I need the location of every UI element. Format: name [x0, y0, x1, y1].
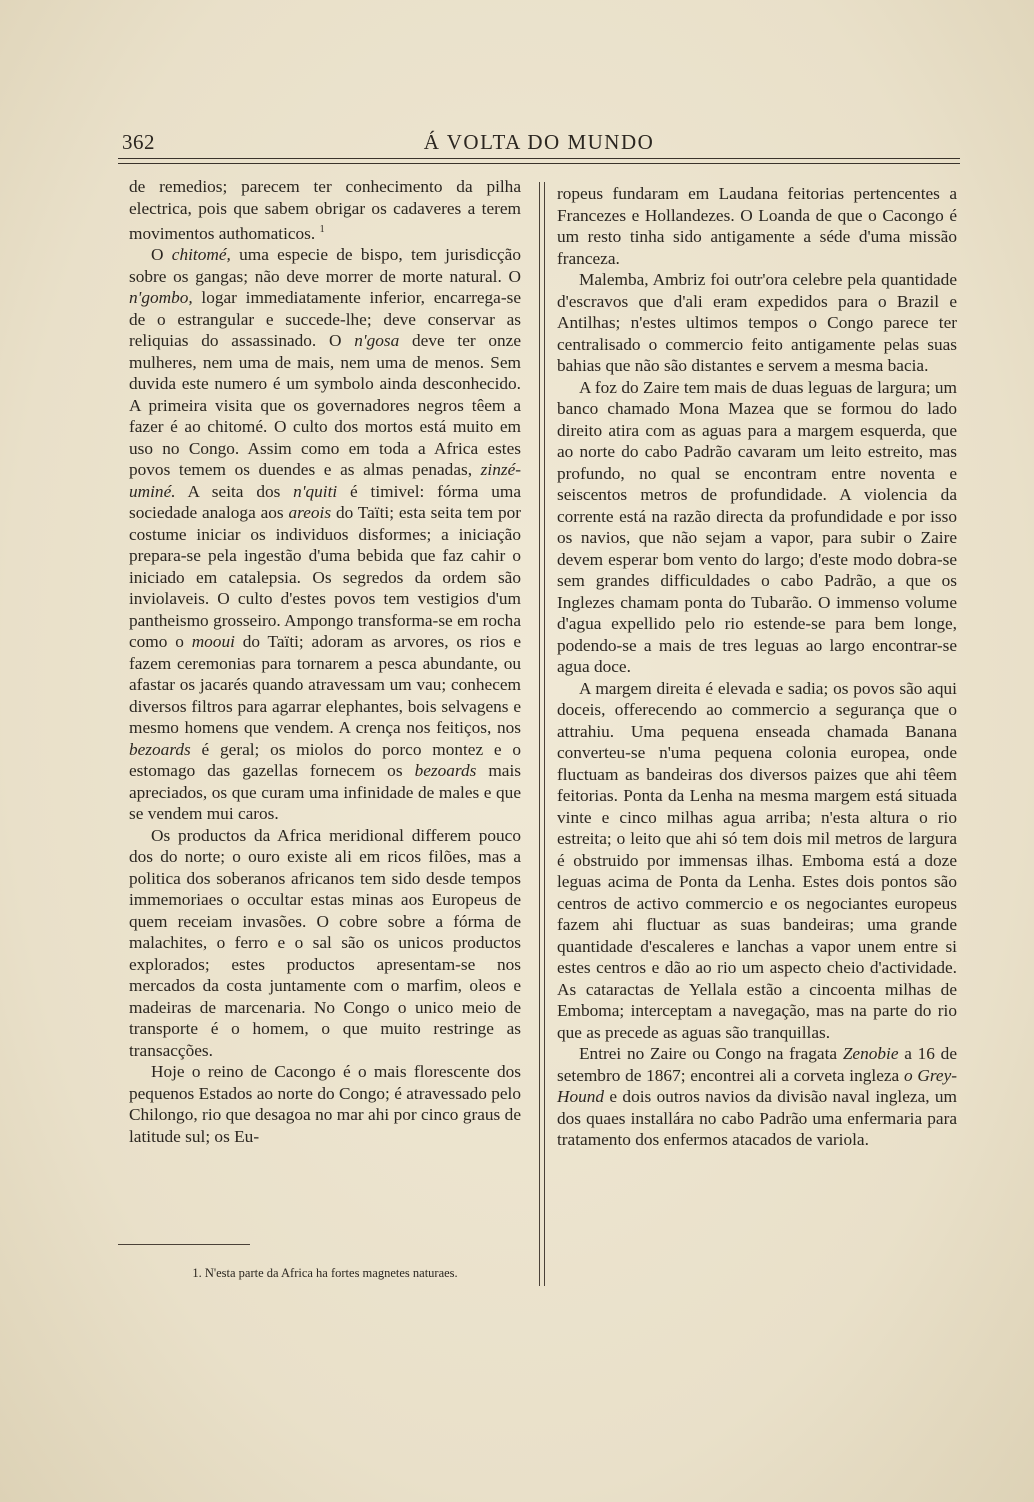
- right-column: [557, 183, 957, 1151]
- footnote-number: 1.: [192, 1266, 202, 1280]
- running-title: Á VOLTA DO MUNDO: [423, 130, 655, 154]
- footnote: [120, 1265, 530, 1281]
- paragraph: A foz do Zaire tem mais de duas leguas de largura; um banco chamado Mona Mazea que se formou do lado direito atira com as aguas para a margem esquerda, que ao norte do cabo Padrão cavaram um leito estreito, mas profundo, no qual se encontram entre noventa e seiscentos metros de profundidade. A violencia da corrente está na razão directa da profundidade e por isso os navios, que não sejam a vapor, para subir o Zaire devem esperar bom vento do largo; d'este modo dobra-se sem grandes difficuldades o cabo Padrão, a que os Inglezes chamam ponta do Tubarão. O immenso volume d'agua expellido pelo rio estende-se para bem longe, podendo-se a mais de tres leguas ao largo encontrar-se agua doce.: [557, 377, 957, 676]
- page-number: 362: [122, 130, 155, 154]
- paragraph: Os productos da Africa meridional differem pouco dos do norte; o ouro existe ali em ricos filões, mas a politica dos soberanos africanos tem sido desde tempos immemoriaes o occultar estas minas aos Europeus de quem receiam invasões. O cobre sobre a fórma de malachites, o ferro e o sal são os unicos productos explorados; estes productos apresentam-se nos mercados da costa juntamente com o marfim, oleos e madeiras de marcenaria. No Congo o unico meio de transporte é o homem, o que muito restringe as transacções.: [129, 825, 521, 1060]
- page-header: [118, 128, 960, 158]
- header-rule-secondary: [118, 163, 960, 164]
- paragraph: Malemba, Ambriz foi outr'ora celebre pela quantidade d'escravos que d'ali eram expedidos para o Brazil e Antilhas; n'estes ultimos tempos o Congo parece ter centralisado o commercio feito antigamente pelas suas bahias que não são distantes e servem a mesma bacia.: [557, 270, 957, 375]
- left-column: [129, 176, 521, 1147]
- paragraph: Hoje o reino de Cacongo é o mais florescente dos pequenos Estados ao norte do Congo; é atravessado pelo Chilongo, rio que desagoa no mar ahi por cinco graus de latitude sul; os Eu-: [129, 1062, 521, 1146]
- paragraph: O chitomé, uma especie de bispo, tem jurisdicção sobre os gangas; não deve morrer de morte natural. O n'gombo, logar immediatamente inferior, encarrega-se de o estrangular e succede-lhe; deve conservar as reliquias do assassinado. O n'gosa deve ter onze mulheres, nem uma de mais, nem uma de menos. Sem duvida este numero é um symbolo ainda desconhecido. A primeira visita que os governadores negros têem a fazer é ao chitomé. O culto dos mortos está muito em uso no Congo. Assim como em toda a Africa estes povos temem os duendes e as almas penadas, zinzé-uminé. A seita dos n'quiti é timivel: fórma uma sociedade analoga aos areois do Taïti; esta seita tem por costume iniciar os individuos disformes; a iniciação prepara-se pela ingestão d'uma bebida que faz cahir o iniciado em catalepsia. Os segredos da ordem são inviolaveis. O culto d'estes povos tem vestigios d'um pantheismo grosseiro. Ampongo transforma-se em rocha como o mooui do Taïti; adoram as arvores, os rios e fazem ceremonias para tornarem a pesca abundante, ou afastar os jacarés quando atravessam um vau; conhecem diversos filtros para agarrar elephantes, bois selvagens e mesmo homens que vendem. A crença nos feitiços, nos bezoards é geral; os miolos do porco montez e o estomago das gazellas fornecem os bezoards mais apreciados, os que curam uma infinidade de males e que se vendem mui caros.: [129, 245, 521, 824]
- column-divider: [539, 182, 545, 1286]
- footnote-marker: 1: [319, 224, 325, 235]
- footnote-text: N'esta parte da Africa ha fortes magnetes naturaes.: [204, 1266, 458, 1280]
- paragraph: A margem direita é elevada e sadia; os povos são aqui doceis, offerecendo ao commercio a segurança que o attrahiu. Uma pequena enseada chamada Banana converteu-se n'uma pequena colonia europea, onde fluctuam as bandeiras dos diversos paizes que ahi têem feitorias. Ponta da Lenha na mesma margem está situada vinte e cinco milhas agua arriba; n'esta altura o rio estreita; o leito que ahi só tem dois mil metros de largura é obstruido por immensas ilhas. Emboma está a doze leguas acima de Ponta da Lenha. Estes dois pontos são centros de activo commercio e os negociantes europeus fazem ahi fluctuar as suas bandeiras; uma grande quantidade d'escaleres e lanchas a vapor unem entre si estes centros e dão ao rio um aspecto cheio d'actividade. As cataractas de Yellala estão a cincoenta milhas de Emboma; interceptam a navegação, mas na parte do rio que as precede as aguas são tranquillas.: [557, 678, 957, 1042]
- footnote-rule: [118, 1244, 250, 1245]
- paragraph: Entrei no Zaire ou Congo na fragata Zenobie a 16 de setembro de 1867; encontrei ali a corveta ingleza o Grey-Hound e dois outros navios da divisão naval ingleza, um dos quaes installára no cabo Padrão uma enfermaria para tratamento dos enfermos atacados de variola.: [557, 1044, 957, 1149]
- paragraph: ropeus fundaram em Laudana feitorias pertencentes a Francezes e Hollandezes. O Loanda de que o Cacongo é um resto tinha sido antigamente a séde d'uma missão franceza.: [557, 184, 957, 268]
- paragraph: de remedios; parecem ter conhecimento da pilha electrica, pois que sabem obrigar os cadaveres a terem movimentos authomaticos. $^1$: [129, 177, 521, 243]
- header-rule: [118, 158, 960, 159]
